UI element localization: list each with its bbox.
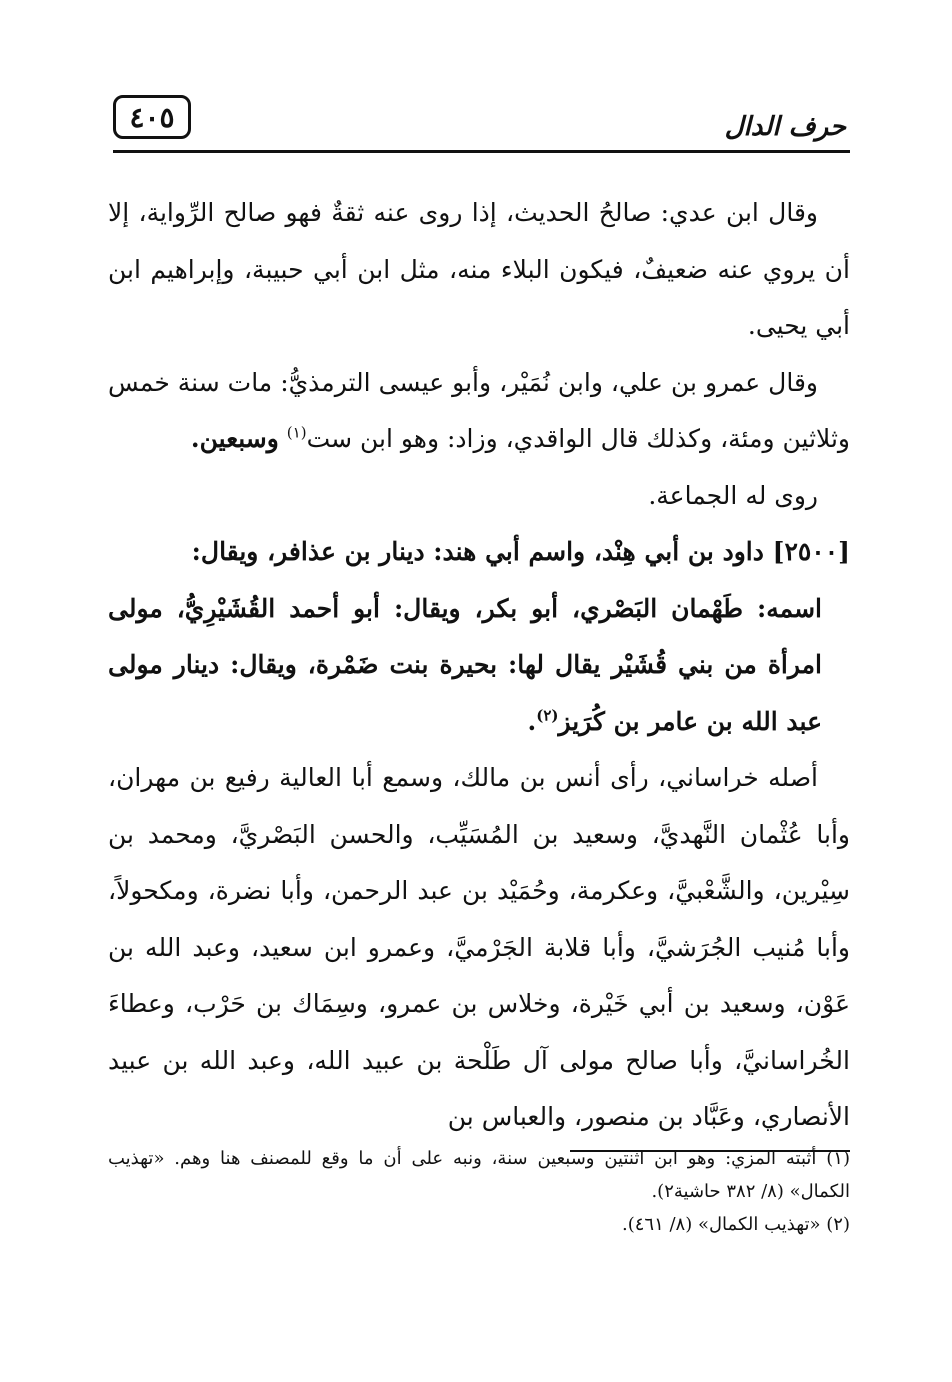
page-number-box [113,95,191,139]
footnote-1: (١) أثبته المزي: وهو ابن اثنتين وسبعين سنة، ونبه على أن ما وقع للمصنف هنا وهم. «تهذيب الكمال» (٨/ ٣٨٢ حاشية٢). [108,1148,850,1202]
biography-entry-continuation [108,581,850,751]
paragraph-death-year-end: وسبعين. [190,424,279,453]
entry-end: . [527,706,537,736]
main-text [108,185,850,1146]
footnote-2: (٢) «تهذيب الكمال» (٨/ ٤٦١). [621,1214,850,1235]
paragraph-narrators: روى له الجماعة. [648,480,818,510]
paragraph-death-year [108,355,850,468]
footnote-ref-1: (١) [286,423,307,442]
entry-rest: اسمه: طَهْمان البَصْري، أبو بكر، ويقال: أبو أحمد القُشَيْرِيُّ، مولى امرأة من بني قُشَيْر يقال لها: بحيرة بنت ضَمْرة، ويقال: دينار مولى عبد الله بن عامر بن كُرَيز [108,593,822,736]
paragraph-ibn-adi: وقال ابن عدي: صالحُ الحديث، إذا روى عنه ثقةٌ فهو صالح الرِّواية، إلا أن يروي عنه ضعيفٌ، فيكون البلاء منه، مثل ابن أبي حبيبة، وإبراهيم ابن أبي يحيى. [108,198,850,340]
footnotes [108,1142,850,1241]
page-number: ٤٠٥ [129,100,175,134]
chapter-title: حرف الدال [724,112,846,142]
header-rule [113,150,850,153]
paragraph-death-year-text: وقال عمرو بن علي، وابن نُمَيْر، وأبو عيسى الترمذيُّ: مات سنة خمس وثلاثين ومئة، وكذلك قال الواقدي، وزاد: وهو ابن ست [108,367,850,453]
footnote-ref-2: (٢) [536,706,559,725]
paragraph-teachers: أصله خراساني، رأى أنس بن مالك، وسمع أبا العالية رفيع بن مهران، وأبا عُثْمان النَّهديَّ، وسعيد بن المُسَيِّب، والحسن البَصْريَّ، ومحمد بن سِيْرين، والشَّعْبيَّ، وعكرمة، وحُمَيْد بن عبد الرحمن، وأبا نضرة، ومكحولاً، وأبا مُنيب الجُرَشيَّ، وأبا قلابة الجَرْميَّ، وعمرو ابن سعيد، وعبد الله بن عَوْن، وسعيد بن أبي خَيْرة، وخلاس بن عمرو، وسِمَاك بن حَرْب، وعطاءَ الخُراسانيَّ، وأبا صالح مولى آل طَلْحة بن عبيد الله، وعبد الله بن عبيد الأنصاري، وعَبَّاد بن منصور، والعباس بن [108,763,850,1131]
entry-number: [٢٥٠٠] [772,537,850,566]
entry-line-1: داود بن أبي هِنْد، واسم أبي هند: دينار بن عذافر، ويقال: [191,537,764,566]
biography-entry-heading [108,524,850,581]
